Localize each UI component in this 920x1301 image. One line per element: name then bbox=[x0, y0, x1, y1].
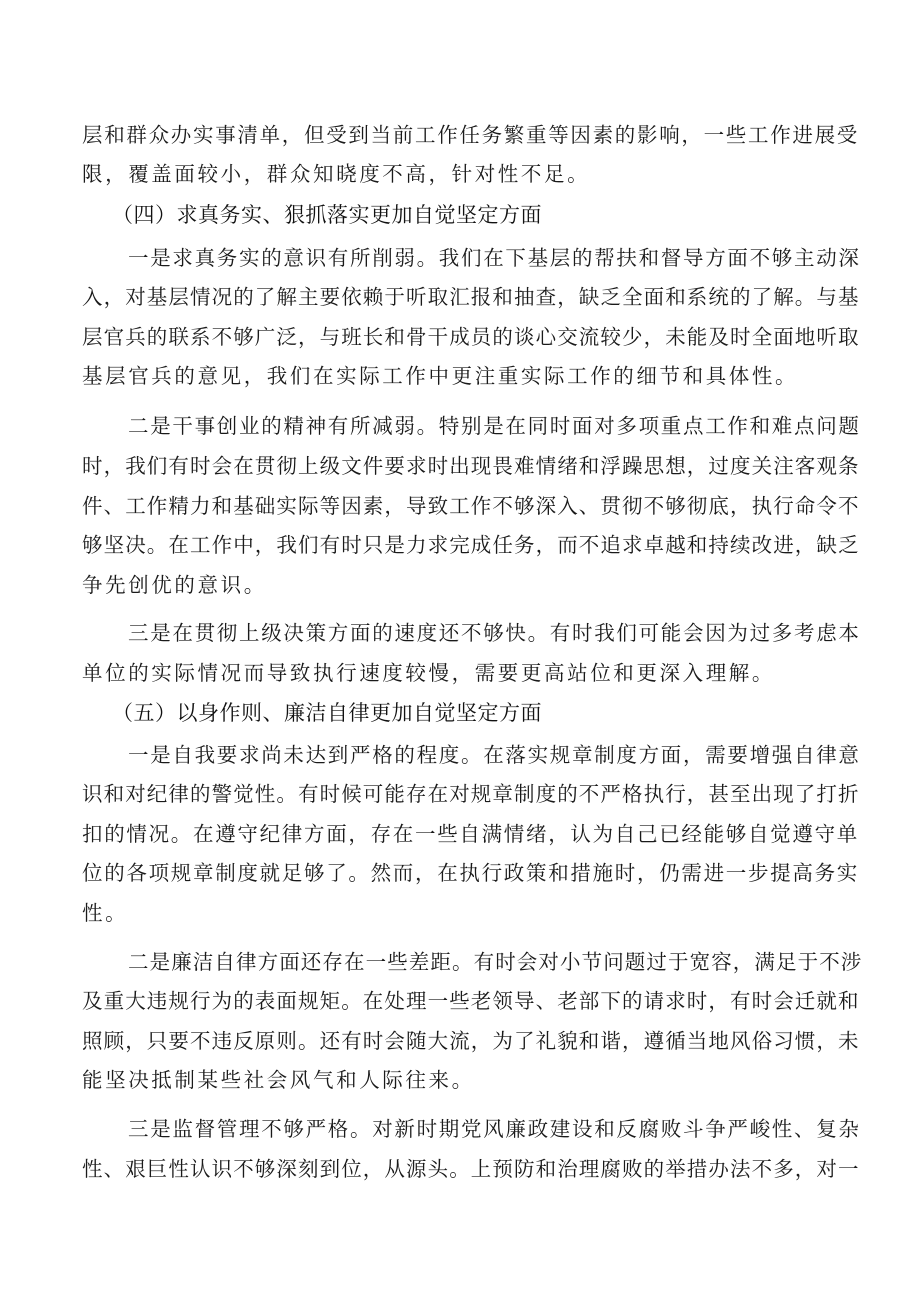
section-heading-4: （四）求真务实、狠抓落实更加自觉坚定方面 bbox=[112, 203, 542, 227]
text-line: 入，对基层情况的了解主要依赖于听取汇报和抽查，缺乏全面和系统的了解。与基 bbox=[82, 285, 860, 309]
text-line: 二是干事创业的精神有所减弱。特别是在同时面对多项重点工作和难点问题 bbox=[128, 414, 861, 438]
text-line: 照顾，只要不违反原则。还有时会随大流，为了礼貌和谐，遵循当地风俗习惯，未 bbox=[82, 1029, 860, 1053]
text-line: 限，覆盖面较小，群众知晓度不高，针对性不足。 bbox=[82, 162, 591, 186]
text-line: 能坚决抵制某些社会风气和人际往来。 bbox=[82, 1068, 475, 1092]
text-line: 时，我们有时会在贯彻上级文件要求时出现畏难情绪和浮躁思想，过度关注客观条 bbox=[82, 454, 860, 478]
text-line: 争先创优的意识。 bbox=[82, 573, 267, 597]
section-heading-5: （五）以身作则、廉洁自律更加自觉坚定方面 bbox=[112, 701, 542, 725]
text-line: 扣的情况。在遵守纪律方面，存在一些自满情绪，认为自己已经能够自觉遵守单 bbox=[82, 822, 859, 846]
text-line: 及重大违规行为的表面规矩。在处理一些老领导、老部下的请求时，有时会迁就和 bbox=[82, 989, 860, 1013]
text-line: 识和对纪律的警觉性。有时候可能存在对规章制度的不严格执行，甚至出现了打折 bbox=[82, 782, 860, 806]
text-line: 基层官兵的意见，我们在实际工作中更注重实际工作的细节和具体性。 bbox=[82, 364, 799, 388]
text-line: 性、艰巨性认识不够深刻到位，从源头。上预防和治理腐败的举措办法不多，对一 bbox=[82, 1157, 860, 1181]
text-line: 三是在贯彻上级决策方面的速度还不够快。有时我们可能会因为过多考虑本 bbox=[128, 621, 861, 645]
text-line: 层和群众办实事清单，但受到当前工作任务繁重等因素的影响，一些工作进展受 bbox=[82, 123, 859, 147]
text-line: 一是求真务实的意识有所削弱。我们在下基层的帮扶和督导方面不够主动深 bbox=[128, 246, 861, 270]
text-line: 二是廉洁自律方面还存在一些差距。有时会对小节问题过于宽容，满足于不涉 bbox=[128, 950, 863, 974]
text-line: 性。 bbox=[82, 901, 129, 925]
text-line: 单位的实际情况而导致执行速度较慢，需要更高站位和更深入理解。 bbox=[82, 661, 775, 685]
text-line: 三是监督管理不够严格。对新时期党风廉政建设和反腐败斗争严峻性、复杂 bbox=[128, 1117, 861, 1141]
text-line: 件、工作精力和基础实际等因素，导致工作不够深入、贯彻不够彻底，执行命令不 bbox=[82, 494, 860, 518]
text-line: 位的各项规章制度就足够了。然而，在执行政策和措施时，仍需进一步提高务实 bbox=[82, 861, 859, 885]
text-line: 一是自我要求尚未达到严格的程度。在落实规章制度方面，需要增强自律意 bbox=[128, 743, 861, 767]
text-line: 层官兵的联系不够广泛，与班长和骨干成员的谈心交流较少，未能及时全面地听取 bbox=[82, 325, 860, 349]
text-line: 够坚决。在工作中，我们有时只是力求完成任务，而不追求卓越和持续改进，缺乏 bbox=[82, 533, 860, 557]
